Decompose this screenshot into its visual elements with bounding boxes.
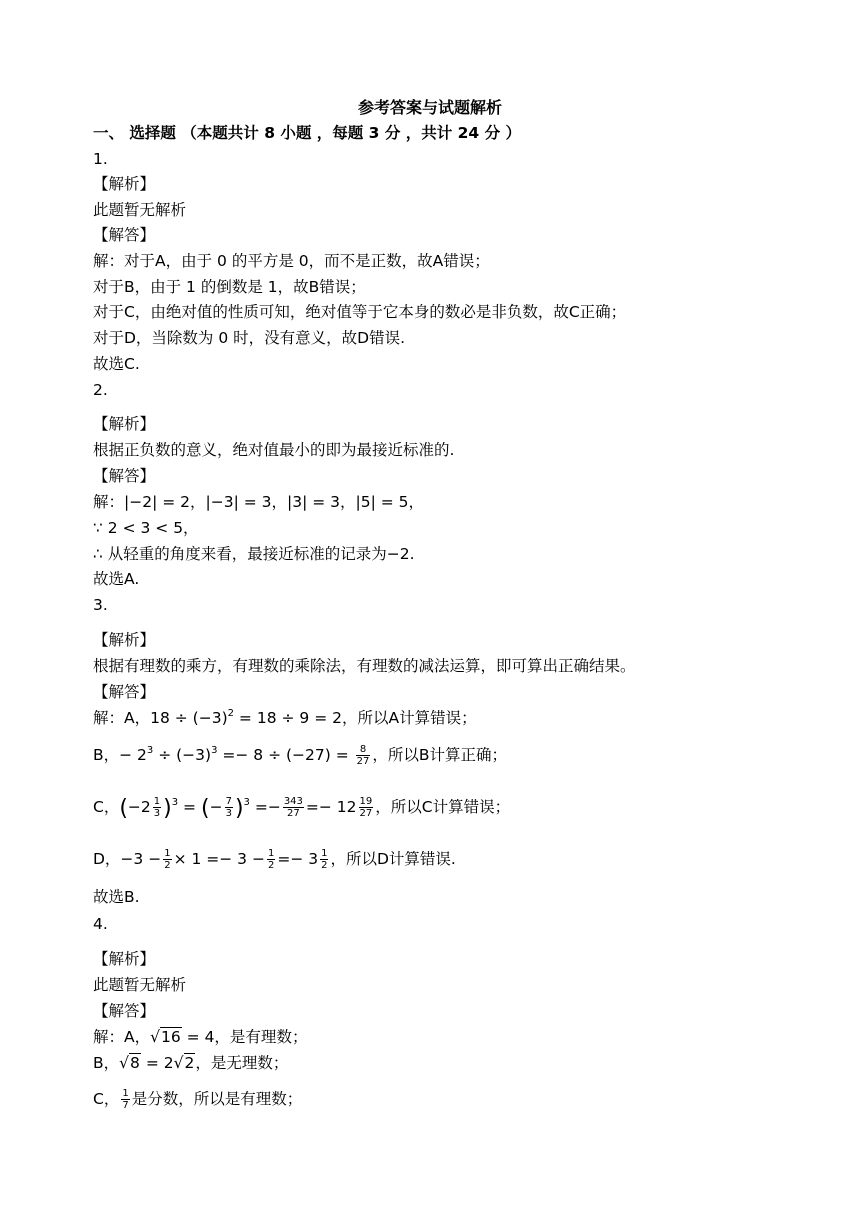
q2-line-1: 解：|−2| = 2，|−3| = 3，|3| = 3，|5| = 5， [93,493,425,511]
q3-b-mid1: ÷ (−3) [153,746,212,764]
q4-b-post: ，是无理数； [195,1054,289,1072]
q4-analysis-text: 此题暂无解析 [93,976,187,994]
q1-line-2: 对于B，由于 1 的倒数是 1，故B错误； [93,278,366,296]
q1-analysis-label: 【解析】 [93,175,156,193]
q1-line-3: 对于C，由绝对值的性质可知，绝对值等于它本身的数必是非负数，故C正确； [93,303,627,321]
q4-c-pre: C， [93,1090,120,1108]
q2-analysis-label: 【解析】 [93,415,156,433]
q3-b-post: ，所以B计算正确； [372,746,508,764]
q3-c-pre: C， [93,798,120,816]
q1-line-5: 故选C. [93,355,140,373]
section-heading: 一、 选择题 （本题共计 8 小题 ，每题 3 分 ，共计 24 分 ） [93,124,521,142]
q2-line-3: ∴ 从轻重的角度来看，最接近标准的记录为−2. [93,545,415,563]
q4-c-post: 是分数，所以是有理数； [131,1090,303,1108]
q4-number: 4. [93,915,108,933]
q3-b-pre: B，− 2 [93,746,147,764]
q4-line-a: 解：A，√16 = 4，是有理数； [93,1028,308,1046]
q3-answer-label: 【解答】 [93,683,156,701]
q2-number: 2. [93,381,108,399]
q4-line-c: C， $\frac{1}{7}$ 是分数，所以是有理数； [93,1088,303,1111]
q2-analysis-text: 根据正负数的意义，绝对值最小的即为最接近标准的. [93,441,455,459]
q1-line-1: 解：对于A，由于 0 的平方是 0，而不是正数，故A错误； [93,252,490,270]
q4-analysis-label: 【解析】 [93,950,156,968]
q2-answer-label: 【解答】 [93,467,156,485]
q3-number: 3. [93,596,108,614]
q1-analysis-text: 此题暂无解析 [93,201,187,219]
q2-line-4: 故选A. [93,570,140,588]
q2-line-2: ∵ 2 < 3 < 5， [93,519,199,537]
q4-a-pre: 解：A， [93,1028,151,1046]
q3-b-exp1: 3 [146,745,154,756]
q3-analysis-label: 【解析】 [93,631,156,649]
q3-line-c: C，(−2 $\frac{1}{3}$ )$^3$ = (− $\frac{7}{3}$ )$^3$ =− $\frac{343}{27}$ =− 12 $\frac{19}{27}$ ，所以C计算错误； [93,796,511,821]
q3-a-pre: 解：A，18 ÷ (−3) [93,709,228,727]
q3-line-5: 故选B. [93,888,140,906]
q3-a-post: = 18 ÷ 9 = 2，所以A计算错误； [234,709,477,727]
q1-line-4: 对于D，当除数为 0 时，没有意义，故D错误. [93,329,406,347]
q4-b-pre: B， [93,1054,120,1072]
q1-answer-label: 【解答】 [93,226,156,244]
q3-a-exp: 2 [227,708,234,719]
q1-number: 1. [93,150,108,168]
q3-b-exp2: 3 [211,745,218,756]
q3-line-a [93,707,477,729]
q3-c-post: ，所以C计算错误； [375,798,511,816]
q4-a-post: = 4，是有理数； [181,1028,308,1046]
q3-d-post: ，所以D计算错误. [330,850,456,868]
q4-line-b: B，√8 = 2√2，是无理数； [93,1054,289,1072]
q3-b-mid2: =− 8 ÷ (−27) = [217,746,349,764]
q3-line-b [93,744,507,767]
q3-analysis-text: 根据有理数的乘方，有理数的乘除法，有理数的减法运算，即可算出正确结果。 [93,657,636,675]
q3-d-pre: D，−3 − [93,850,162,868]
q4-answer-label: 【解答】 [93,1002,156,1020]
q3-b-fraction: $\frac{8}{27}$ [356,744,370,767]
q3-line-d: D，−3 − $\frac{1}{2}$ × 1 =− 3 − $\frac{1}{2}$ =− 3 $\frac{1}{2}$ ，所以D计算错误. [93,848,456,871]
page-title: 参考答案与试题解析 [357,98,502,117]
